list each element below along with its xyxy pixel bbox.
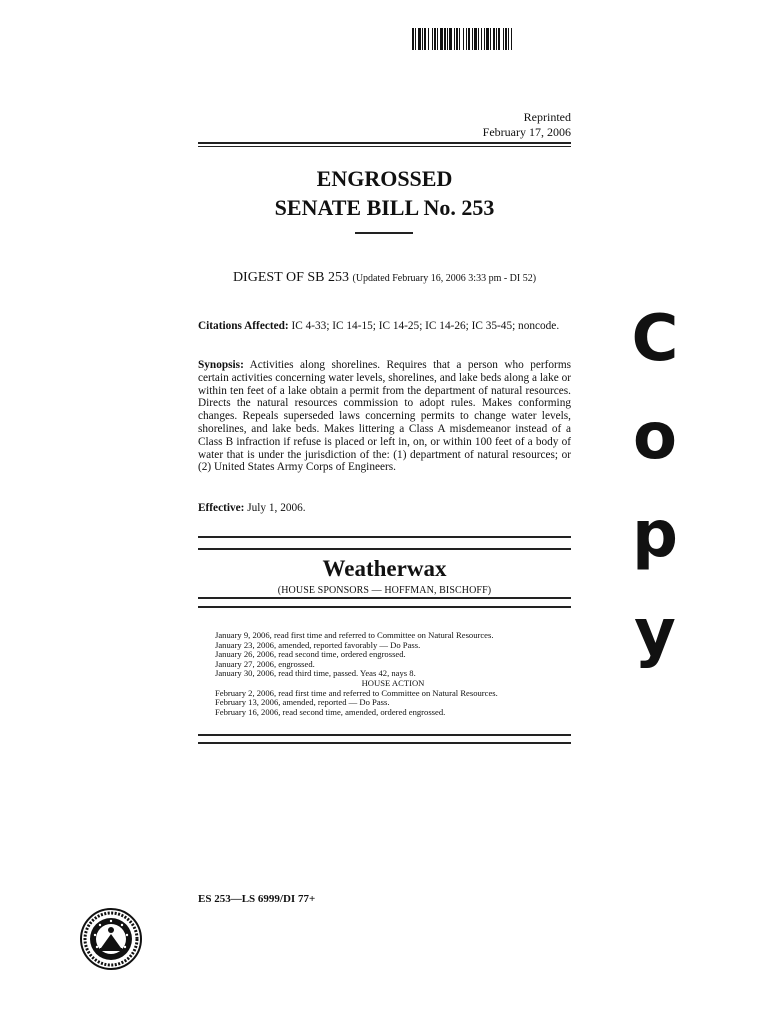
digest-heading <box>198 270 571 286</box>
senate-actions <box>215 631 571 679</box>
watermark-letter: o <box>633 400 677 474</box>
bill-title <box>198 164 571 222</box>
action-item: January 23, 2006, amended, reported favorably — Do Pass. <box>215 639 421 650</box>
action-item: February 16, 2006, read second time, amended, ordered engrossed. <box>215 706 446 717</box>
synopsis-paragraph <box>198 359 571 474</box>
action-item: January 27, 2006, engrossed. <box>215 658 315 669</box>
action-item: January 26, 2006, read second time, ordered engrossed. <box>215 649 406 660</box>
reprinted-label: Reprinted <box>523 110 571 124</box>
author-name: Weatherwax <box>322 556 447 581</box>
citations-text: IC 4-33; IC 14-15; IC 14-25; IC 14-26; IC 35-45; noncode. <box>291 320 560 332</box>
bill-title-line1: ENGROSSED <box>316 166 453 191</box>
divider <box>198 142 571 144</box>
barcode-bar <box>512 28 515 50</box>
bill-code: ES 253—LS 6999/DI 77+ <box>198 893 316 905</box>
divider <box>198 548 571 550</box>
reprint-date: February 17, 2006 <box>482 125 571 139</box>
action-item: January 9, 2006, read first time and referred to Committee on Natural Resources. <box>215 630 494 640</box>
barcode-icon <box>412 28 588 50</box>
divider <box>198 742 571 744</box>
divider <box>198 734 571 736</box>
house-sponsors: (HOUSE SPONSORS — HOFFMAN, BISCHOFF) <box>277 585 492 596</box>
synopsis-text: Activities along shorelines. Requires that a person who performs certain activities concerning water levels, shorelines, and lake beds along a lake or within ten feet of a lake obtain a permit from the department of natural resources. Directs the natural resources commission to adopt rules. Makes conforming changes. Repeals superseded laws concerning permits to change water levels, shorelines, and lake beds. Makes littering a Class A misdemeanor instead of a Class B infraction if refuse is placed or left in, on, or within 100 feet of a body of water that is under the jurisdiction of the: (1) department of natural resources; or (2) United States Army Corps of Engineers. <box>198 359 572 474</box>
action-item: February 2, 2006, read first time and referred to Committee on Natural Resources. <box>215 687 498 698</box>
watermark-letter: y <box>634 596 676 670</box>
effective-paragraph <box>198 502 571 515</box>
divider <box>198 536 571 538</box>
digest-updated: (Updated February 16, 2006 3:33 pm - DI 52) <box>352 273 537 284</box>
digest-label: DIGEST OF SB 253 <box>232 270 349 285</box>
effective-label: Effective: <box>198 502 245 514</box>
watermark-letter: C <box>631 302 679 376</box>
house-action-heading: HOUSE ACTION <box>361 677 425 688</box>
bill-title-line2: SENATE BILL No. 253 <box>274 195 495 220</box>
divider <box>198 146 571 147</box>
copy-watermark <box>610 290 700 682</box>
action-item: February 13, 2006, amended, reported — Do Pass. <box>215 697 390 708</box>
synopsis-label: Synopsis: <box>198 359 244 371</box>
effective-text: July 1, 2006. <box>247 502 306 514</box>
divider <box>198 597 571 599</box>
house-actions <box>215 689 571 718</box>
legislative-history <box>215 631 571 717</box>
action-item: January 30, 2006, read third time, passed. Yeas 42, nays 8. <box>215 668 416 679</box>
citations-paragraph <box>198 320 571 333</box>
watermark-letter: p <box>632 498 678 572</box>
citations-label: Citations Affected: <box>198 320 289 332</box>
title-divider <box>355 232 413 234</box>
reprint-header <box>398 110 571 140</box>
divider <box>198 606 571 608</box>
state-seal-icon <box>80 908 142 970</box>
